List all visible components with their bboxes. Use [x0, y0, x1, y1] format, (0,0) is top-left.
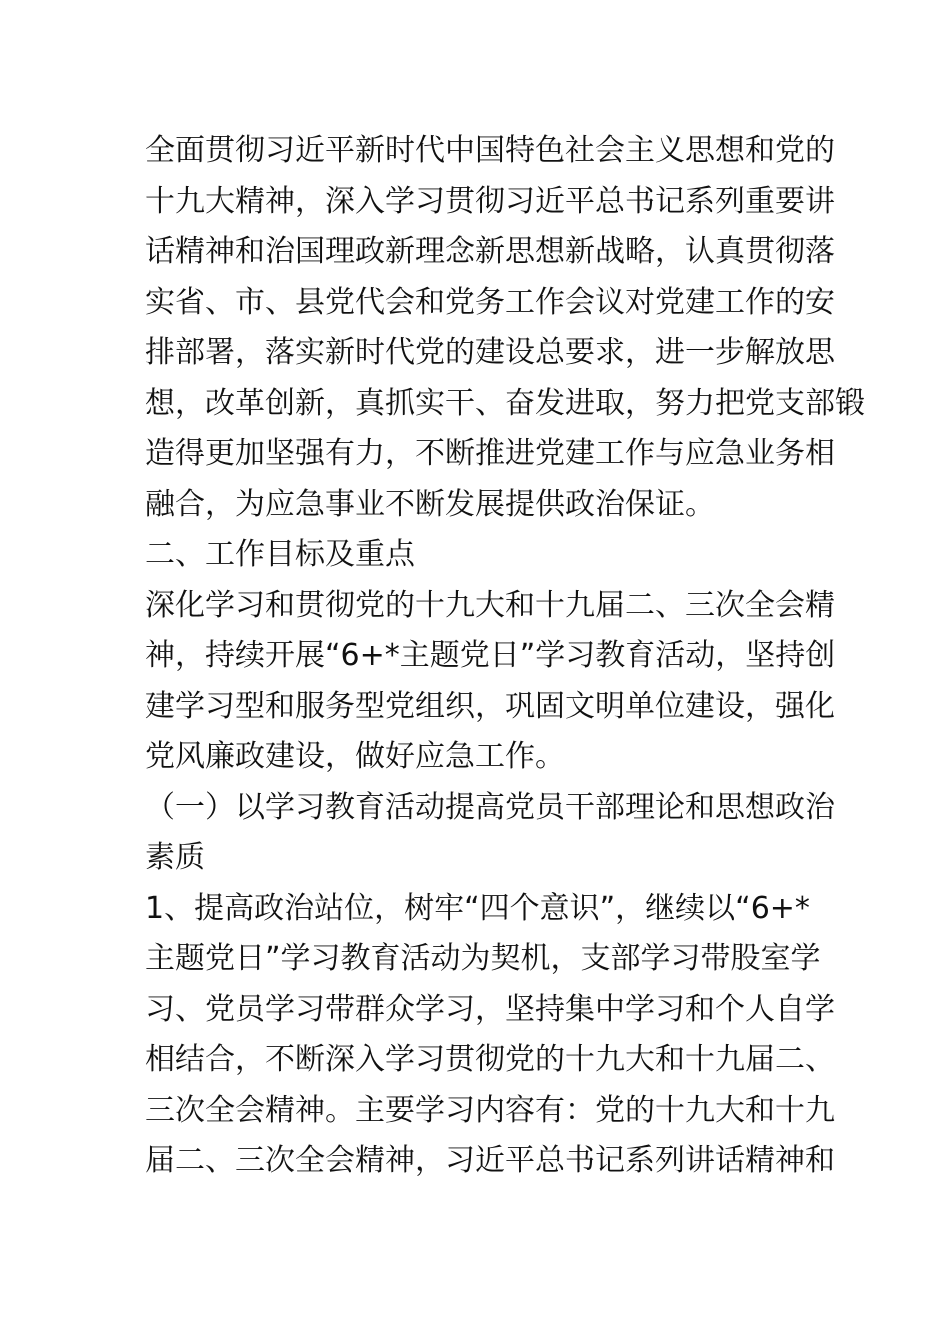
paragraph-line: 建学习型和服务型党组织，巩固文明单位建设，强化 — [145, 688, 835, 724]
paragraph-line: 十九大精神，深入学习贯彻习近平总书记系列重要讲 — [145, 183, 835, 219]
paragraph-line: 全面贯彻习近平新时代中国特色社会主义思想和党的 — [145, 133, 835, 168]
subsection-heading: （一）以学习教育活动提高党员干部理论和思想政治 — [145, 789, 835, 825]
paragraph-line: 融合，为应急事业不断发展提供政治保证。 — [145, 486, 715, 522]
paragraph-line: 神，持续开展“6+*主题党日”学习教育活动，坚持创 — [145, 638, 836, 673]
subsection-heading: 素质 — [145, 840, 205, 875]
section-heading: 二、工作目标及重点 — [145, 537, 415, 572]
paragraph-line: 党风廉政建设，做好应急工作。 — [145, 739, 565, 774]
paragraph-line: 习、党员学习带群众学习，坚持集中学习和个人自学 — [145, 991, 835, 1027]
paragraph-line: 届二、三次全会精神，习近平总书记系列讲话精神和 — [145, 1143, 835, 1178]
paragraph-line: 实省、市、县党代会和党务工作会议对党建工作的安 — [145, 284, 835, 320]
paragraph-line: 1、提高政治站位，树牢“四个意识”，继续以“6+* — [145, 890, 810, 926]
paragraph-line: 三次全会精神。主要学习内容有：党的十九大和十九 — [145, 1092, 835, 1128]
document-body — [145, 126, 865, 1187]
paragraph-line: 排部署，落实新时代党的建设总要求，进一步解放思 — [145, 335, 835, 370]
paragraph-line: 深化学习和贯彻党的十九大和十九届二、三次全会精 — [145, 587, 835, 623]
paragraph-line: 想，改革创新，真抓实干、奋发进取，努力把党支部锻 — [145, 385, 865, 421]
paragraph-line: 造得更加坚强有力，不断推进党建工作与应急业务相 — [145, 436, 835, 471]
paragraph-line: 相结合，不断深入学习贯彻党的十九大和十九届二、 — [145, 1042, 835, 1077]
paragraph-line: 主题党日”学习教育活动为契机，支部学习带股室学 — [145, 941, 821, 976]
paragraph-line: 话精神和治国理政新理念新思想新战略，认真贯彻落 — [145, 234, 835, 269]
